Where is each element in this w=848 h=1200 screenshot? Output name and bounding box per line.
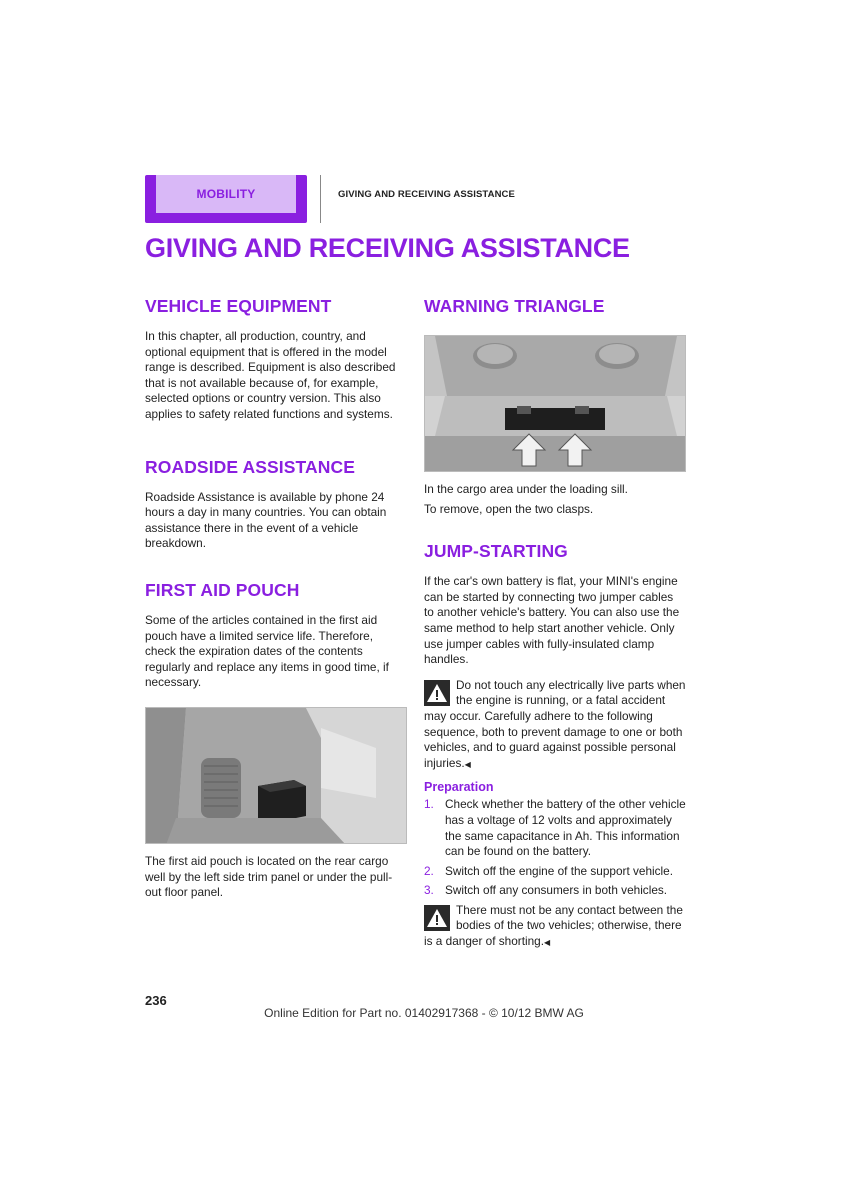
vehicle-equipment-body: In this chapter, all production, country, and optional equipment that is offered in the model range is described. Equipment is also described that is not available because of, for example, selected options or country version. This also applies to safety related functions and systems. (145, 329, 396, 421)
list-item: 1. Check whether the battery of the other vehicle has a voltage of 12 volts and approximately the same capacitance in Ah. This information can be found on the battery. (424, 797, 686, 859)
page-number: 236 (145, 993, 167, 1008)
list-item: 2. Switch off the engine of the support vehicle. (424, 863, 674, 878)
warning-triangle-caption-1: In the cargo area under the loading sill. (424, 482, 628, 496)
warning-note-live-parts (424, 678, 686, 773)
footer-edition: Online Edition for Part no. 01402917368 - © 10/12 BMW AG (264, 1006, 584, 1020)
preparation-steps (424, 797, 686, 899)
warning-triangle-illustration (425, 336, 686, 472)
warning-note-shorting (424, 903, 686, 951)
warning-text-shorting: There must not be any contact between the bodies of the two vehicles; otherwise, there is a danger of shorting. (424, 902, 683, 949)
first-aid-pouch-heading: FIRST AID POUCH (145, 579, 300, 600)
header-divider (320, 175, 321, 223)
list-item: 3. Switch off any consumers in both vehicles. (424, 883, 668, 898)
preparation-heading: Preparation (424, 780, 494, 795)
jump-starting-body: If the car's own battery is flat, your MINI's engine can be started by connecting two jumper cables to another vehicle's battery. You can also use the same method to help start another vehicle. Only use jumper cables with fully-insulated clamp handles. (424, 574, 680, 667)
running-head: GIVING AND RECEIVING ASSISTANCE (338, 189, 515, 200)
warning-icon (424, 680, 450, 706)
first-aid-pouch-caption: The first aid pouch is located on the rear cargo well by the left side trim panel or under the pull-out floor panel. (145, 853, 393, 900)
end-mark-icon: ◀ (464, 759, 471, 769)
right-column (424, 296, 686, 951)
warning-triangle-caption-2: To remove, open the two clasps. (424, 501, 594, 516)
left-column (145, 296, 407, 901)
jump-starting-heading: JUMP-STARTING (424, 541, 568, 562)
roadside-assistance-heading: ROADSIDE ASSISTANCE (145, 456, 355, 477)
roadside-assistance-body: Roadside Assistance is available by phone 24 hours a day in many countries. You can obtain assistance there in the event of a vehicle breakdown. (145, 489, 387, 551)
warning-triangle-heading: WARNING TRIANGLE (424, 296, 605, 316)
warning-triangle-photo (424, 335, 686, 472)
end-mark-icon: ◀ (544, 938, 551, 948)
page-title: GIVING AND RECEIVING ASSISTANCE (145, 233, 630, 263)
warning-icon (424, 905, 450, 931)
warning-text-live-parts: Do not touch any electrically live parts when the engine is running, or a fatal accident may occur. Carefully adhere to the following sequence, both to prevent damage to one or both vehicles, and to guard against possible personal injuries. (424, 677, 686, 770)
vehicle-equipment-heading: VEHICLE EQUIPMENT (145, 296, 332, 316)
first-aid-pouch-illustration (146, 708, 407, 844)
section-tab (145, 175, 307, 223)
first-aid-pouch-photo (145, 707, 407, 844)
first-aid-pouch-body: Some of the articles contained in the first aid pouch have a limited service life. Therefore, check the expiration dates of the contents regularly and replace any items in good time, if necessary. (145, 612, 389, 690)
section-tab-label: MOBILITY (156, 175, 296, 213)
